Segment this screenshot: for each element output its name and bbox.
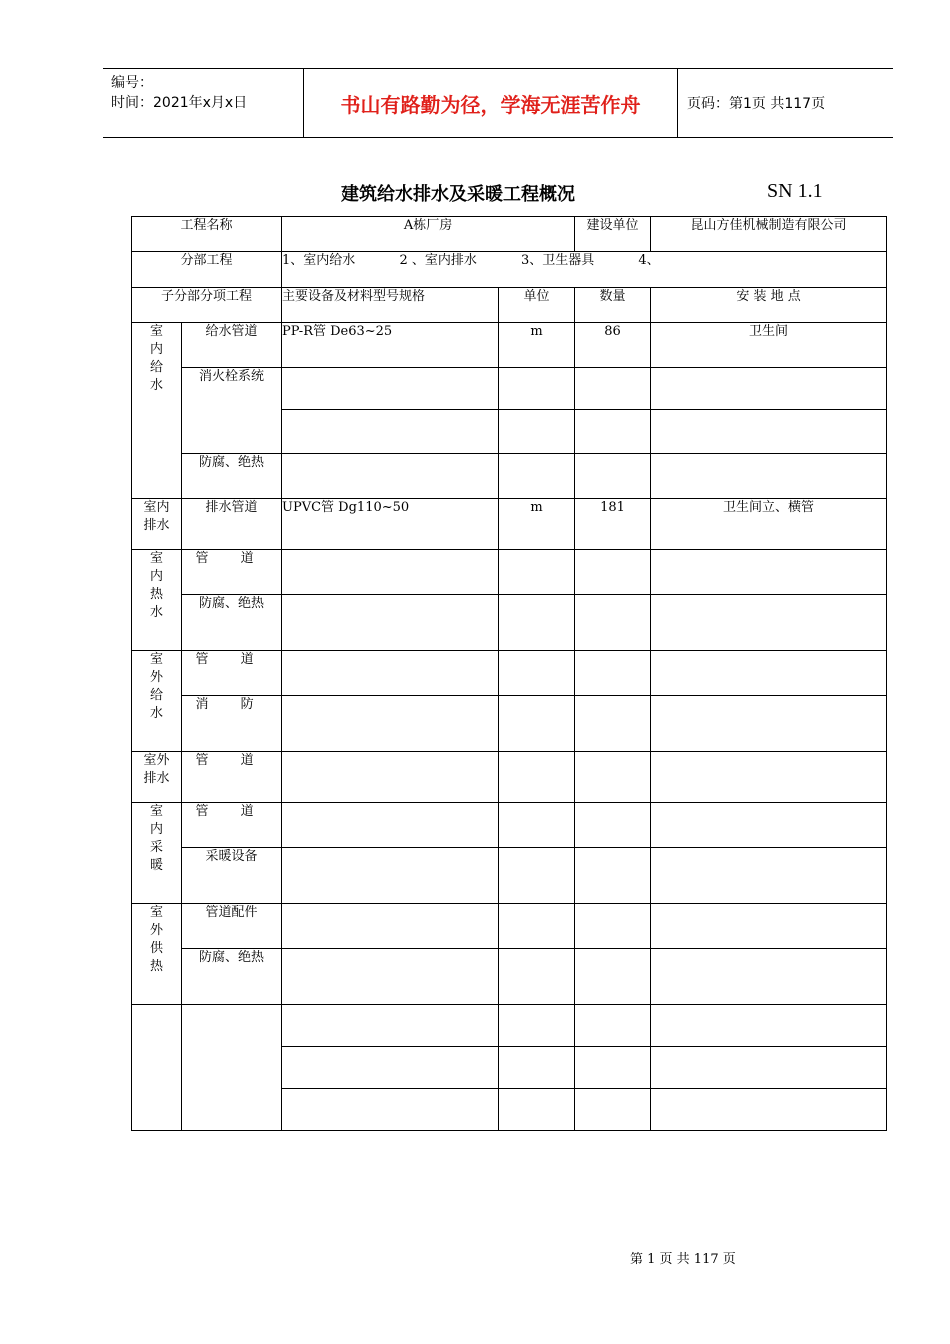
table-row [132,904,887,949]
unit-cell: m [499,499,575,550]
division-item: 3、卫生器具 [520,253,595,268]
group-name-char: 外 [149,670,163,685]
group-name-char: 室 [149,905,163,920]
unit-cell [499,550,575,595]
unit-cell [499,848,575,904]
spec-cell [282,651,499,696]
location-cell [651,803,887,848]
division-item: 1、室内给水 [282,253,356,268]
quantity-cell [575,368,651,410]
spec-cell: PP-R管 De63~25 [282,323,499,368]
spec-cell [282,696,499,752]
empty-cell [575,1047,651,1089]
sub-item-cell: 管道配件 [182,904,282,949]
table-row [132,752,887,803]
location-cell [651,904,887,949]
column-header-row [132,288,887,323]
project-name-value: A栋厂房 [282,217,575,252]
empty-cell [132,1005,182,1131]
quantity-cell [575,848,651,904]
empty-cell [499,1089,575,1131]
table-row [132,323,887,368]
group-name-char: 热 [149,959,163,974]
group-name [132,499,182,550]
location-cell [651,368,887,410]
unit-cell [499,696,575,752]
col-unit: 单位 [499,288,575,323]
location-cell [651,651,887,696]
sub-item-cell: 防腐、绝热 [182,949,282,1005]
spec-cell [282,904,499,949]
sub-item-cell: 消火栓系统 [182,368,282,454]
division-item: 4、 [638,253,660,268]
group-name-char: 供 [149,941,163,956]
location-cell [651,550,887,595]
unit-cell [499,368,575,410]
location-cell [651,595,887,651]
group-name-char: 室 [149,652,163,667]
table-row [132,651,887,696]
col-sub-item: 子分部分项工程 [132,288,282,323]
group-name-char: 室外 [143,753,170,768]
spec-cell [282,803,499,848]
quantity-cell [575,904,651,949]
quantity-cell [575,651,651,696]
unit-cell [499,410,575,454]
col-materials: 主要设备及材料型号规格 [282,288,499,323]
group-name-char: 热 [149,587,163,602]
quantity-cell [575,410,651,454]
table-row [132,454,887,499]
table-row [132,499,887,550]
group-name [132,752,182,803]
group-name-char: 水 [149,605,163,620]
division-list [282,252,887,288]
spec-cell [282,410,499,454]
quantity-cell [575,949,651,1005]
quantity-cell: 181 [575,499,651,550]
sub-item-cell: 管 道 [182,550,282,595]
empty-cell [651,1047,887,1089]
document-title: 建筑给水排水及采暖工程概况 [341,184,575,205]
group-name-char: 室 [149,551,163,566]
group-name-char: 采 [149,840,163,855]
quantity-cell [575,752,651,803]
group-name-char: 内 [149,822,163,837]
group-name-char: 水 [149,706,163,721]
unit-cell [499,651,575,696]
sub-item-cell: 防腐、绝热 [182,595,282,651]
empty-cell [651,1005,887,1047]
document-code: SN 1.1 [767,180,823,202]
empty-cell [575,1089,651,1131]
table-row [132,848,887,904]
project-name-label: 工程名称 [132,217,282,252]
group-name [132,550,182,651]
unit-cell [499,949,575,1005]
unit-cell: m [499,323,575,368]
location-cell [651,696,887,752]
group-name-char: 排水 [143,518,170,533]
spec-cell [282,550,499,595]
group-name-char: 暖 [149,858,163,873]
quantity-cell [575,696,651,752]
page-footer: 第 1 页 共 117 页 [630,1252,736,1267]
sub-item-cell: 管 道 [182,752,282,803]
quantity-cell [575,803,651,848]
quantity-cell [575,595,651,651]
empty-cell [499,1005,575,1047]
sub-item-cell: 消 防 [182,696,282,752]
empty-row [132,1005,887,1047]
spec-cell [282,368,499,410]
sub-item-cell: 管 道 [182,651,282,696]
group-name [132,323,182,499]
spec-cell [282,949,499,1005]
group-name-char: 内 [149,342,163,357]
table-row [132,368,887,410]
division-label: 分部工程 [132,252,282,288]
table-row [132,550,887,595]
spec-cell [282,454,499,499]
spec-cell [282,752,499,803]
sub-item-cell: 给水管道 [182,323,282,368]
time-label: 时间：2021年x月x日 [111,95,248,111]
group-name [132,904,182,1005]
location-cell [651,949,887,1005]
empty-cell [651,1089,887,1131]
location-cell: 卫生间 [651,323,887,368]
serial-label: 编号： [111,75,153,91]
table-row [132,949,887,1005]
info-row [132,217,887,252]
header-left [111,73,247,113]
table-row [132,595,887,651]
col-quantity: 数量 [575,288,651,323]
group-name-char: 给 [149,360,163,375]
spec-cell [282,848,499,904]
quantity-cell [575,550,651,595]
location-cell: 卫生间立、横管 [651,499,887,550]
overview-table [131,216,887,1131]
group-name-char: 水 [149,378,163,393]
group-name-char: 内 [149,569,163,584]
group-name-char: 室 [149,324,163,339]
group-name [132,651,182,752]
location-cell [651,410,887,454]
empty-cell [575,1005,651,1047]
builder-value: 昆山方佳机械制造有限公司 [651,217,887,252]
group-name-char: 室内 [143,500,170,515]
unit-cell [499,595,575,651]
location-cell [651,454,887,499]
empty-cell [499,1047,575,1089]
location-cell [651,848,887,904]
sub-item-cell: 管 道 [182,803,282,848]
sub-item-cell: 采暖设备 [182,848,282,904]
quantity-cell [575,454,651,499]
unit-cell [499,904,575,949]
builder-label: 建设单位 [575,217,651,252]
header-page-label: 页码：第1页 共117页 [687,96,826,112]
division-item: 2 、室内排水 [399,253,477,268]
quantity-cell: 86 [575,323,651,368]
unit-cell [499,803,575,848]
division-row [132,252,887,288]
table-row [132,803,887,848]
group-name [132,803,182,904]
page-header [103,68,893,138]
sub-item-cell: 排水管道 [182,499,282,550]
spec-cell [282,595,499,651]
unit-cell [499,752,575,803]
col-location: 安 装 地 点 [651,288,887,323]
group-name-char: 外 [149,923,163,938]
empty-cell [282,1005,499,1047]
group-name-char: 室 [149,804,163,819]
empty-cell [282,1047,499,1089]
header-divider [677,69,678,137]
sub-item-cell: 防腐、绝热 [182,454,282,499]
empty-cell [282,1089,499,1131]
empty-cell [182,1005,282,1131]
table-row [132,696,887,752]
group-name-char: 排水 [143,771,170,786]
spec-cell: UPVC管 Dg110~50 [282,499,499,550]
group-name-char: 给 [149,688,163,703]
unit-cell [499,454,575,499]
location-cell [651,752,887,803]
header-motto: 书山有路勤为径，学海无涯苦作舟 [340,92,641,117]
